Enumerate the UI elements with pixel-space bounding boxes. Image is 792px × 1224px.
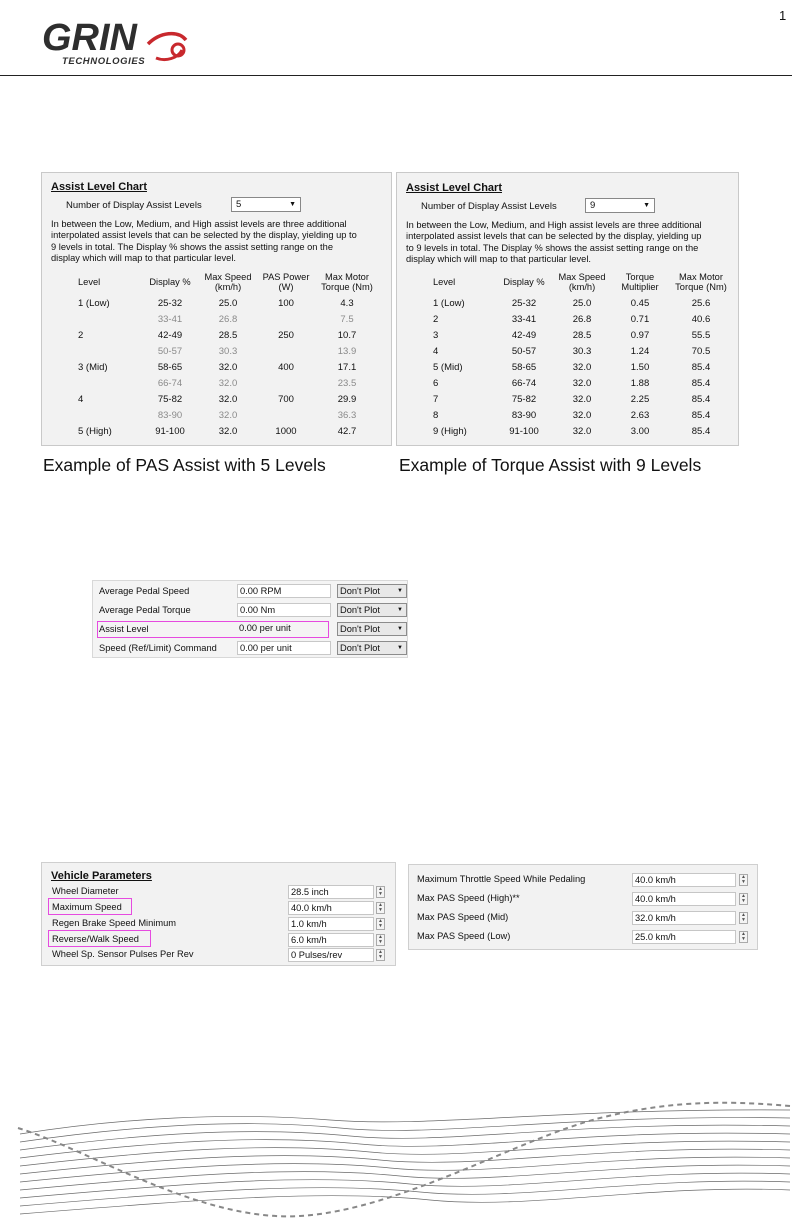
plot-select-value: Don't Plot bbox=[340, 586, 381, 596]
spinner-icon[interactable]: ▲ ▼ bbox=[739, 912, 748, 924]
pas-cell-power: 250 bbox=[278, 329, 294, 341]
torque-cell-display: 42-49 bbox=[511, 329, 537, 341]
torque-header-torque: Max Motor Torque (Nm) bbox=[675, 271, 727, 292]
pas-cell-power: 1000 bbox=[275, 425, 297, 437]
pas-cell-speed: 32.0 bbox=[218, 425, 238, 437]
pas-table-row bbox=[78, 359, 378, 375]
param-value-field[interactable]: 1.0 km/h bbox=[288, 917, 374, 931]
spinner-icon[interactable]: ▲ ▼ bbox=[376, 949, 385, 961]
vehicle-parameters-panel bbox=[41, 862, 396, 966]
speed-param-value-field[interactable]: 25.0 km/h bbox=[632, 930, 736, 944]
torque-cell-display: 75-82 bbox=[511, 393, 537, 405]
pas-cell-torque: 42.7 bbox=[337, 425, 357, 437]
torque-cell-level: 4 bbox=[433, 345, 439, 357]
pas-cell-speed: 26.8 bbox=[218, 313, 238, 325]
torque-header-level: Level bbox=[433, 276, 456, 287]
chevron-down-icon: ▼ bbox=[289, 201, 296, 208]
torque-cell-mult: 3.00 bbox=[630, 425, 650, 437]
torque-cell-speed: 25.0 bbox=[572, 297, 592, 309]
pas-table-row bbox=[78, 327, 378, 343]
spinner-icon[interactable]: ▲ ▼ bbox=[739, 931, 748, 943]
footer-dashed-curve bbox=[18, 1103, 790, 1217]
plot-value-field[interactable]: 0.00 Nm bbox=[237, 603, 331, 617]
speed-param-label: Max PAS Speed (High)** bbox=[417, 893, 520, 903]
chevron-down-icon: ▼ bbox=[397, 626, 403, 632]
spinner-icon[interactable]: ▲ ▼ bbox=[376, 902, 385, 914]
torque-levels-value: 9 bbox=[590, 200, 596, 211]
torque-cell-display: 66-74 bbox=[511, 377, 537, 389]
pas-cell-torque: 7.5 bbox=[340, 313, 354, 325]
torque-cell-mult: 0.97 bbox=[630, 329, 650, 341]
pas-cell-torque: 29.9 bbox=[337, 393, 357, 405]
param-value-field[interactable]: 40.0 km/h bbox=[288, 901, 374, 915]
torque-cell-torque: 70.5 bbox=[691, 345, 711, 357]
pas-cell-power: 700 bbox=[278, 393, 294, 405]
torque-table-row bbox=[433, 343, 733, 359]
speed-param-label: Maximum Throttle Speed While Pedaling bbox=[417, 874, 586, 884]
pas-cell-speed: 30.3 bbox=[218, 345, 238, 357]
pas-cell-level bbox=[78, 407, 140, 423]
plot-row bbox=[93, 583, 409, 601]
pas-cell-level: 2 bbox=[78, 329, 84, 341]
torque-cell-display: 58-65 bbox=[511, 361, 537, 373]
torque-table-row bbox=[433, 407, 733, 423]
param-row bbox=[42, 948, 397, 963]
torque-cell-mult: 2.63 bbox=[630, 409, 650, 421]
plot-select[interactable] bbox=[337, 603, 407, 617]
pas-desc-line: In between the Low, Medium, and High assist levels are three additional bbox=[51, 219, 347, 229]
speed-param-value-field[interactable]: 32.0 km/h bbox=[632, 911, 736, 925]
param-value-field[interactable]: 6.0 km/h bbox=[288, 933, 374, 947]
pas-desc-line: interpolated assist levels that can be selected by the display, yielding up to bbox=[51, 230, 357, 241]
plot-row bbox=[93, 602, 409, 620]
torque-cell-level: 1 (Low) bbox=[433, 297, 465, 309]
pas-cell-display: 50-57 bbox=[157, 345, 183, 357]
page-number: 1 bbox=[779, 8, 787, 23]
pas-table-row bbox=[78, 391, 378, 407]
plot-row bbox=[93, 640, 409, 658]
torque-desc-line: interpolated assist levels that can be selected by the display, yielding up bbox=[406, 231, 702, 242]
pas-desc-line: 9 levels in total. The Display % shows the assist setting range on the bbox=[51, 241, 333, 252]
pas-cell-power bbox=[256, 311, 316, 327]
torque-cell-torque: 85.4 bbox=[691, 425, 711, 437]
chevron-down-icon: ▼ bbox=[397, 607, 403, 613]
pas-cell-speed: 32.0 bbox=[218, 361, 238, 373]
plot-select-value: Don't Plot bbox=[340, 605, 381, 615]
torque-cell-mult: 2.25 bbox=[630, 393, 650, 405]
torque-cell-display: 91-100 bbox=[509, 425, 539, 437]
torque-cell-torque: 40.6 bbox=[691, 313, 711, 325]
torque-header-multiplier: Torque Multiplier bbox=[621, 271, 659, 292]
pas-table-row bbox=[78, 295, 378, 311]
pas-cell-display: 25-32 bbox=[157, 297, 183, 309]
pas-cell-display: 33-41 bbox=[157, 313, 183, 325]
pas-desc-line: display which will map to that particular level. bbox=[51, 252, 236, 263]
pas-cell-power: 100 bbox=[278, 297, 294, 309]
plot-select-value: Don't Plot bbox=[340, 624, 381, 634]
pas-cell-speed: 32.0 bbox=[218, 409, 238, 421]
pas-speed-parameters-panel bbox=[408, 864, 758, 950]
header-divider bbox=[0, 75, 792, 76]
pas-cell-power bbox=[256, 407, 316, 423]
torque-cell-display: 50-57 bbox=[511, 345, 537, 357]
pas-header-level: Level bbox=[78, 276, 101, 287]
torque-cell-speed: 32.0 bbox=[572, 425, 592, 437]
pas-table-row bbox=[78, 407, 378, 423]
param-row bbox=[42, 933, 397, 948]
torque-cell-level: 9 (High) bbox=[433, 425, 467, 437]
param-label: Wheel Sp. Sensor Pulses Per Rev bbox=[52, 949, 194, 959]
torque-cell-mult: 0.45 bbox=[630, 297, 650, 309]
plot-select[interactable] bbox=[337, 584, 407, 598]
pas-cell-speed: 32.0 bbox=[218, 377, 238, 389]
torque-levels-label: Number of Display Assist Levels bbox=[421, 201, 557, 212]
speed-param-row bbox=[409, 911, 759, 926]
torque-cell-speed: 32.0 bbox=[572, 409, 592, 421]
logo-swoosh-icon bbox=[148, 34, 186, 44]
torque-description bbox=[406, 220, 738, 265]
torque-cell-torque: 85.4 bbox=[691, 393, 711, 405]
pas-cell-level: 4 bbox=[78, 393, 84, 405]
plot-select[interactable] bbox=[337, 622, 407, 636]
plot-select[interactable] bbox=[337, 641, 407, 655]
pas-cell-torque: 13.9 bbox=[337, 345, 357, 357]
spinner-icon[interactable]: ▲ ▼ bbox=[376, 918, 385, 930]
speed-param-value-field[interactable]: 40.0 km/h bbox=[632, 873, 736, 887]
footer-wave-decoration bbox=[0, 1098, 792, 1224]
spinner-icon[interactable]: ▲ ▼ bbox=[739, 874, 748, 886]
torque-header-speed: Max Speed (km/h) bbox=[558, 271, 606, 292]
spinner-icon[interactable]: ▲ ▼ bbox=[376, 886, 385, 898]
speed-param-label: Max PAS Speed (Low) bbox=[417, 931, 511, 941]
torque-cell-mult: 1.24 bbox=[630, 345, 650, 357]
torque-table-row bbox=[433, 327, 733, 343]
torque-table-row bbox=[433, 391, 733, 407]
torque-table-row bbox=[433, 375, 733, 391]
torque-table-row bbox=[433, 359, 733, 375]
speed-param-label: Max PAS Speed (Mid) bbox=[417, 912, 509, 922]
pas-header-speed: Max Speed (km/h) bbox=[204, 271, 252, 292]
pas-level-table bbox=[78, 269, 378, 439]
param-row bbox=[42, 901, 397, 916]
pas-cell-level bbox=[78, 311, 140, 327]
plot-value-field[interactable]: 0.00 per unit bbox=[237, 641, 331, 655]
pas-header-power: PAS Power (W) bbox=[262, 271, 310, 292]
torque-table-row bbox=[433, 311, 733, 327]
torque-cell-torque: 25.6 bbox=[691, 297, 711, 309]
param-value-field[interactable]: 28.5 inch bbox=[288, 885, 374, 899]
torque-cell-speed: 32.0 bbox=[572, 393, 592, 405]
torque-cell-speed: 32.0 bbox=[572, 361, 592, 373]
spinner-icon[interactable]: ▲ ▼ bbox=[739, 893, 748, 905]
torque-cell-mult: 0.71 bbox=[630, 313, 650, 325]
grin-logo bbox=[40, 14, 190, 72]
torque-level-table bbox=[433, 269, 733, 439]
torque-header-display: Display % bbox=[503, 276, 545, 287]
pas-levels-select[interactable] bbox=[231, 197, 301, 212]
pas-table-row bbox=[78, 375, 378, 391]
torque-cell-level: 8 bbox=[433, 409, 439, 421]
pas-cell-display: 91-100 bbox=[155, 425, 185, 437]
pas-cell-level: 5 (High) bbox=[78, 425, 112, 437]
pas-cell-power bbox=[256, 343, 316, 359]
plot-row-assist-level bbox=[93, 621, 409, 639]
logo-main-text: GRIN bbox=[42, 17, 137, 59]
plot-value-field[interactable]: 0.00 RPM bbox=[237, 584, 331, 598]
pas-table-row bbox=[78, 423, 378, 439]
param-label: Maximum Speed bbox=[52, 902, 122, 912]
plot-label: Assist Level bbox=[99, 624, 149, 634]
pas-cell-torque: 36.3 bbox=[337, 409, 357, 421]
torque-table-row bbox=[433, 423, 733, 439]
param-label: Wheel Diameter bbox=[52, 886, 119, 896]
torque-desc-line: In between the Low, Medium, and High assist levels are three additional bbox=[406, 220, 702, 230]
speed-param-row bbox=[409, 892, 759, 907]
pas-cell-display: 75-82 bbox=[157, 393, 183, 405]
pas-header-torque: Max Motor Torque (Nm) bbox=[321, 271, 373, 292]
torque-assist-chart-panel bbox=[396, 172, 739, 446]
pas-levels-label: Number of Display Assist Levels bbox=[66, 200, 202, 211]
torque-cell-torque: 85.4 bbox=[691, 409, 711, 421]
pas-chart-title: Assist Level Chart bbox=[51, 181, 147, 193]
pas-cell-power: 400 bbox=[278, 361, 294, 373]
plot-select-value: Don't Plot bbox=[340, 643, 381, 653]
pas-cell-torque: 17.1 bbox=[337, 361, 357, 373]
pas-table-row bbox=[78, 311, 378, 327]
torque-table-row bbox=[433, 295, 733, 311]
pas-cell-display: 66-74 bbox=[157, 377, 183, 389]
torque-cell-display: 33-41 bbox=[511, 313, 537, 325]
pas-cell-level bbox=[78, 375, 140, 391]
param-value-field[interactable]: 0 Pulses/rev bbox=[288, 948, 374, 962]
pas-description bbox=[51, 219, 391, 264]
logo-sub-text: TECHNOLOGIES bbox=[62, 56, 146, 67]
pas-cell-display: 58-65 bbox=[157, 361, 183, 373]
pas-cell-level bbox=[78, 343, 140, 359]
torque-cell-torque: 55.5 bbox=[691, 329, 711, 341]
torque-cell-display: 25-32 bbox=[511, 297, 537, 309]
torque-cell-level: 2 bbox=[433, 313, 439, 325]
torque-cell-level: 7 bbox=[433, 393, 439, 405]
torque-levels-select[interactable] bbox=[585, 198, 655, 213]
torque-cell-speed: 32.0 bbox=[572, 377, 592, 389]
plot-value-field[interactable]: 0.00 per unit bbox=[239, 623, 291, 633]
pas-cell-level: 3 (Mid) bbox=[78, 361, 108, 373]
torque-cell-level: 3 bbox=[433, 329, 439, 341]
torque-desc-line: display which will map to that particular level. bbox=[406, 253, 591, 264]
chevron-down-icon: ▼ bbox=[397, 645, 403, 651]
pas-header-display: Display % bbox=[149, 276, 191, 287]
torque-cell-display: 83-90 bbox=[511, 409, 537, 421]
speed-param-value-field[interactable]: 40.0 km/h bbox=[632, 892, 736, 906]
pas-cell-speed: 32.0 bbox=[218, 393, 238, 405]
pas-assist-chart-panel bbox=[41, 172, 392, 446]
pas-table-row bbox=[78, 343, 378, 359]
torque-cell-speed: 30.3 bbox=[572, 345, 592, 357]
torque-cell-mult: 1.88 bbox=[630, 377, 650, 389]
chevron-down-icon: ▼ bbox=[643, 202, 650, 209]
torque-cell-speed: 28.5 bbox=[572, 329, 592, 341]
param-label: Reverse/Walk Speed bbox=[52, 934, 139, 944]
torque-desc-line: to 9 levels in total. The Display % shows the assist setting range on the bbox=[406, 242, 699, 253]
torque-cell-speed: 26.8 bbox=[572, 313, 592, 325]
speed-param-row bbox=[409, 873, 759, 888]
torque-cell-torque: 85.4 bbox=[691, 377, 711, 389]
chevron-down-icon: ▼ bbox=[397, 588, 403, 594]
torque-cell-level: 5 (Mid) bbox=[433, 361, 463, 373]
pas-levels-value: 5 bbox=[236, 199, 242, 210]
pas-cell-power bbox=[256, 375, 316, 391]
pas-cell-torque: 23.5 bbox=[337, 377, 357, 389]
pas-cell-torque: 4.3 bbox=[340, 297, 354, 309]
plot-label: Average Pedal Speed bbox=[99, 586, 190, 596]
plot-label: Speed (Ref/Limit) Command bbox=[99, 643, 217, 653]
torque-cell-level: 6 bbox=[433, 377, 439, 389]
pas-cell-torque: 10.7 bbox=[337, 329, 357, 341]
spinner-icon[interactable]: ▲ ▼ bbox=[376, 934, 385, 946]
pas-cell-display: 83-90 bbox=[157, 409, 183, 421]
pas-cell-speed: 28.5 bbox=[218, 329, 238, 341]
torque-cell-mult: 1.50 bbox=[630, 361, 650, 373]
param-label: Regen Brake Speed Minimum bbox=[52, 918, 177, 928]
pas-cell-speed: 25.0 bbox=[218, 297, 238, 309]
pas-cell-level: 1 (Low) bbox=[78, 297, 110, 309]
torque-chart-caption: Example of Torque Assist with 9 Levels bbox=[399, 455, 702, 475]
plot-variable-list bbox=[92, 580, 408, 658]
speed-param-row bbox=[409, 930, 759, 945]
pas-chart-caption: Example of PAS Assist with 5 Levels bbox=[43, 455, 326, 475]
vehicle-params-title: Vehicle Parameters bbox=[51, 870, 152, 882]
pas-cell-display: 42-49 bbox=[157, 329, 183, 341]
torque-cell-torque: 85.4 bbox=[691, 361, 711, 373]
plot-label: Average Pedal Torque bbox=[99, 605, 191, 615]
torque-chart-title: Assist Level Chart bbox=[406, 182, 502, 194]
